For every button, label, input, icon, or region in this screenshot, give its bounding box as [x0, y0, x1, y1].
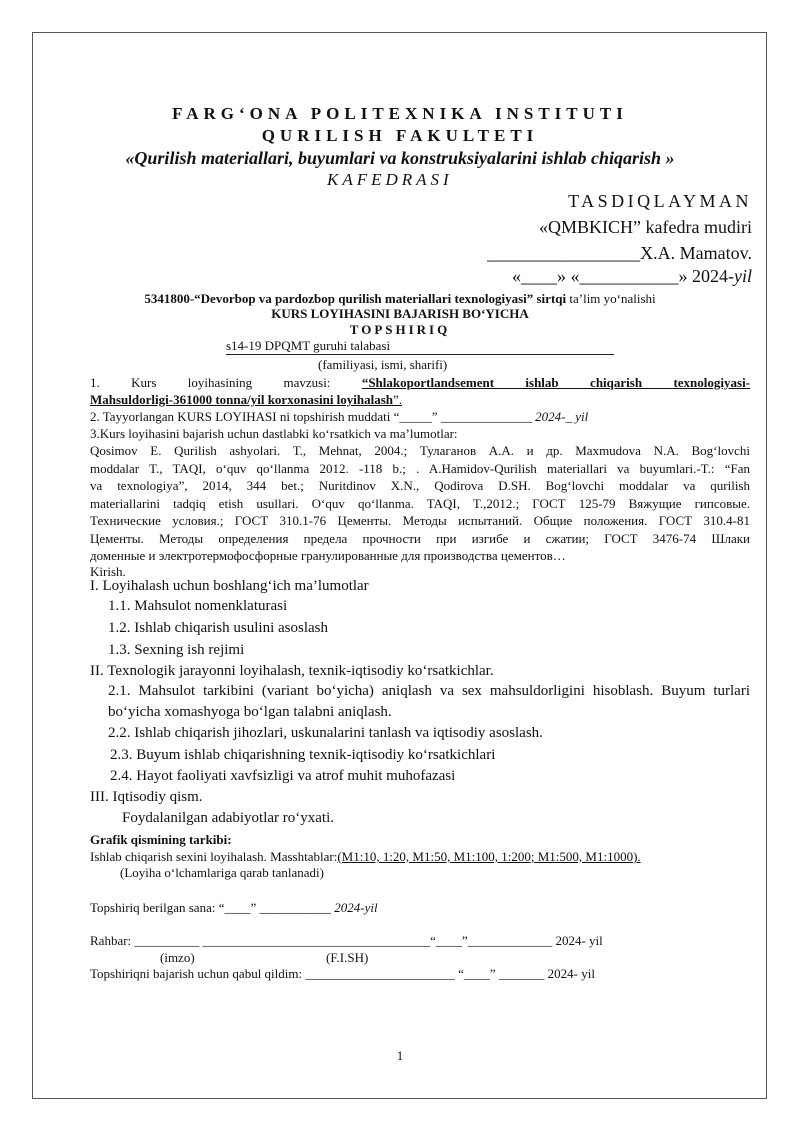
intro-line: Kirish. [90, 564, 126, 579]
outline-section-2: II. Texnologik jarayonni loyihalash, texnik-iqtisodiy ko‘rsatkichlar. [90, 663, 494, 679]
reference-line: доменные и электротермофосфорные гранулированные для производства цементов… [90, 548, 566, 563]
approval-title: TASDIQLAYMAN [568, 191, 752, 211]
reference-line: moddalar T., TAQI, o‘quv qo‘llanma 2012. -118 b.; . A.Hamidov-Qurilish materiallari va buyumlari.-T.: “Fan [90, 460, 750, 476]
student-group-line: s14-19 DPQMT guruhi talabasi [226, 338, 614, 355]
graphic-note: (Loyiha o‘lchamlariga qarab tanlanadi) [120, 865, 324, 880]
institute-title: FARG‘ONA POLITEXNIKA INSTITUTI [172, 104, 628, 123]
accepted-line: Topshiriqni bajarish uchun qabul qildim: _______________________ “____” _______ 2024- yil [90, 966, 595, 981]
graphic-line: Ishlab chiqarish sexini loyihalash. Masshtablar:(M1:10, 1:20, M1:50, M1:100, 1:200; M1:500, M1:1000). [90, 849, 641, 864]
outline-section-3: III. Iqtisodiy qism. [90, 789, 203, 805]
reference-line: Qosimov E. Qurilish ashyolari. T., Mehnat, 2004.; Тулаганов А.А. и др. Maxmudova N.A. Bog‘lovchi [90, 443, 750, 458]
outline-item: 1.2. Ishlab chiqarish usulini asoslash [108, 620, 328, 636]
outline-item: 2.2. Ishlab chiqarish jihozlari, uskunalarini tanlash va iqtisodiy asoslash. [108, 725, 543, 741]
outline-literature: Foydalanilgan adabiyotlar ro‘yxati. [122, 810, 335, 826]
reference-line: Цементы. Методы определения предела прочности при изгибе и сжатии; ГОСТ 3476-74 Шлаки [90, 530, 750, 546]
page-number: 1 [396, 1048, 404, 1063]
item1-line2: Mahsuldorligi-361000 tonna/yil korxonasini loyihalash”. [90, 392, 403, 407]
doc-title-topshiriq: TOPSHIRIQ [349, 322, 451, 337]
given-date-line: Topshiriq berilgan sana: “____” ___________ 2024-yil [90, 900, 378, 915]
item3-line: 3.Kurs loyihasini bajarish uchun dastlabki ko‘rsatkich va ma’lumotlar: [90, 426, 458, 441]
item1-line: 1. Kurs loyihasining mavzusi: “Shlakoportlandsement ishlab chiqarish texnologiyasi- [90, 375, 751, 390]
faculty-title: QURILISH FAKULTETI [261, 126, 539, 145]
fish-hint: (F.I.SH) [326, 950, 369, 965]
department-name: «Qurilish materiallari, buyumlari va konstruksiyalarini ishlab chiqarish » [125, 148, 675, 168]
item2-line: 2. Tayyorlangan KURS LOYIHASI ni topshirish muddati “_____” ______________ 2024-_ yil [90, 409, 589, 424]
doc-title-kurs: KURS LOYIHASINI BAJARISH BO‘YICHA [271, 306, 529, 321]
approval-date-line: «____» «___________» 2024-yil [512, 266, 752, 286]
graphic-title: Grafik qismining tarkibi: [90, 832, 232, 847]
signature-hint: (imzo) [160, 950, 195, 965]
student-fio-hint: (familiyasi, ismi, sharifi) [318, 357, 448, 372]
specialty-line: 5341800-“Devorbop va pardozbop qurilish materiallari texnologiyasi” sirtqi ta’lim yo‘nalishi [144, 291, 656, 306]
outline-item: 2.4. Hayot faoliyati xavfsizligi va atrof muhit muhofazasi [110, 768, 456, 784]
outline-item: 2.3. Buyum ishlab chiqarishning texnik-iqtisodiy ko‘rsatkichlari [110, 747, 496, 763]
outline-item: 2.1. Mahsulot tarkibini (variant bo‘yicha) aniqlash va sex mahsuldorligini hisoblash. Buyum turlari [108, 683, 750, 699]
outline-item-cont: bo‘yicha xomashyoga bo‘lgan talabni aniqlash. [108, 704, 392, 720]
approval-position: «QMBKICH” kafedra mudiri [539, 217, 752, 237]
outline-section-1: I. Loyihalash uchun boshlang‘ich ma’lumotlar [90, 578, 369, 594]
outline-item: 1.1. Mahsulot nomenklaturasi [108, 598, 288, 614]
outline-item: 1.3. Sexning ish rejimi [108, 642, 245, 658]
reference-line: va texnologiya”, 2014, 344 bet.; Nuritdinov X.N., Qodirova D.SH. Bog‘lovchi moddalar va qurilish [90, 478, 750, 493]
approval-signature-line: _________________X.A. Mamatov. [487, 243, 752, 263]
department-word: KAFEDRASI [327, 170, 453, 189]
supervisor-line: Rahbar: __________ ___________________________________“____”_____________ 2024- yil [90, 933, 603, 948]
reference-line: materiallarini tadqiq etish usullari. O‘quv qo‘llanma. TAQI, T.,2012.; ГОСТ 125-79 Вяжущие гипсовые. [90, 495, 750, 511]
reference-line: Технические условия.; ГОСТ 310.1-76 Цементы. Методы испытаний. Общие положения. ГОСТ 310.4-81 [90, 513, 750, 528]
